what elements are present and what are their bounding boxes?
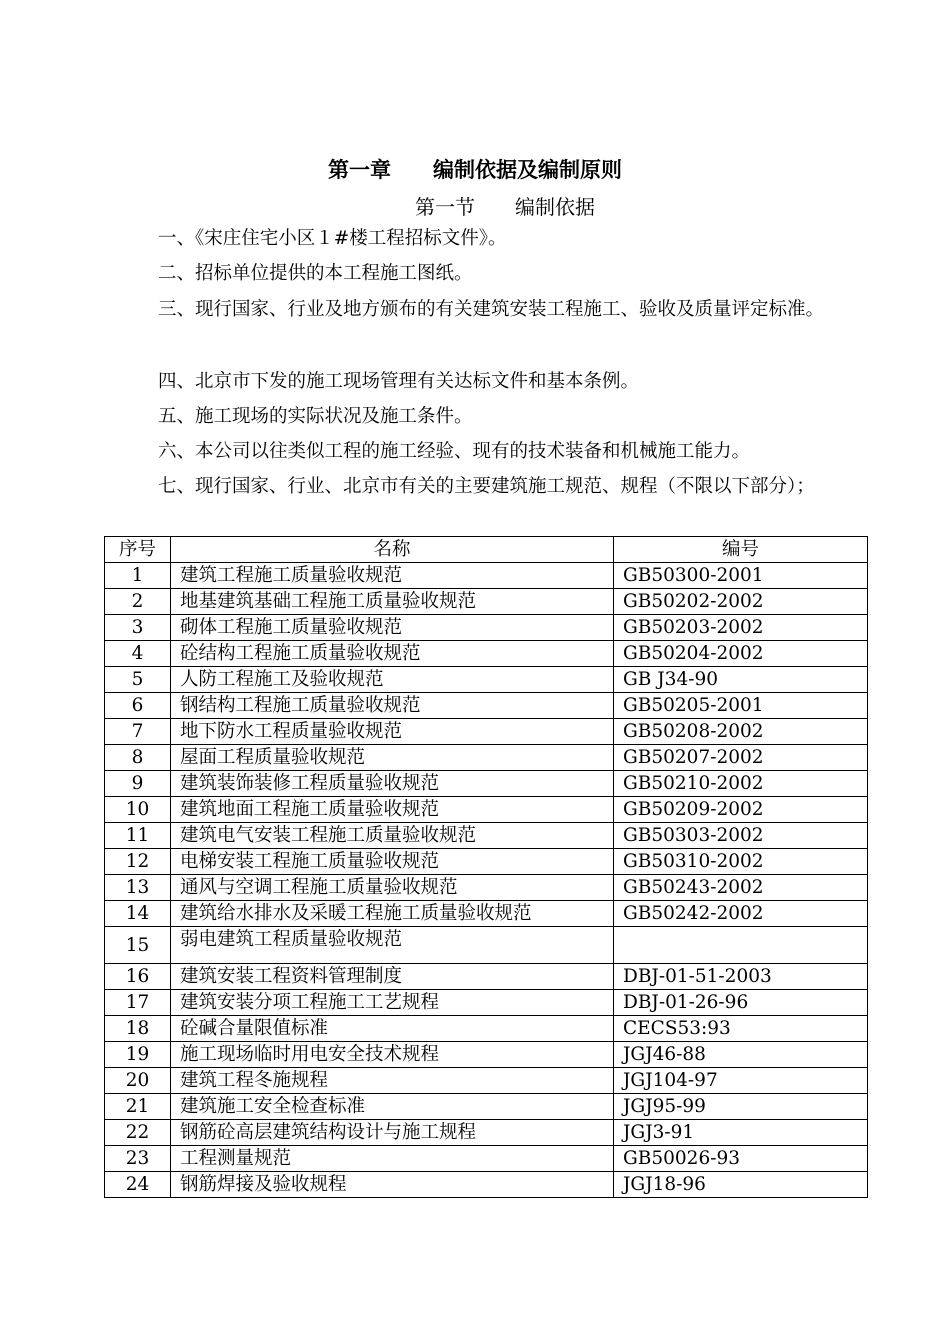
row-code: GB J34-90 bbox=[614, 667, 868, 693]
table-row bbox=[105, 1042, 868, 1068]
row-code: JGJ95-99 bbox=[614, 1094, 868, 1120]
row-code: GB50243-2002 bbox=[614, 875, 868, 901]
row-index: 11 bbox=[105, 823, 171, 849]
table-row bbox=[105, 1094, 868, 1120]
table-row bbox=[105, 823, 868, 849]
row-index: 7 bbox=[105, 719, 171, 745]
table-row bbox=[105, 641, 868, 667]
row-name: 砼碱合量限值标准 bbox=[171, 1016, 614, 1042]
row-name: 地下防水工程质量验收规范 bbox=[171, 719, 614, 745]
row-index: 22 bbox=[105, 1120, 171, 1146]
row-index: 10 bbox=[105, 797, 171, 823]
row-index: 5 bbox=[105, 667, 171, 693]
header-name: 名称 bbox=[171, 537, 614, 563]
row-index: 23 bbox=[105, 1146, 171, 1172]
row-name: 建筑施工安全检查标准 bbox=[171, 1094, 614, 1120]
row-code: DBJ-01-51-2003 bbox=[614, 964, 868, 990]
table-header-row bbox=[105, 537, 868, 563]
row-name: 钢结构工程施工质量验收规范 bbox=[171, 693, 614, 719]
table-row bbox=[105, 693, 868, 719]
row-name: 钢筋焊接及验收规程 bbox=[171, 1172, 614, 1198]
table-row bbox=[105, 875, 868, 901]
row-code: JGJ46-88 bbox=[614, 1042, 868, 1068]
table-row bbox=[105, 615, 868, 641]
chapter-title: 第一章 编制依据及编制原则 bbox=[328, 158, 622, 182]
row-index: 12 bbox=[105, 849, 171, 875]
row-code: JGJ18-96 bbox=[614, 1172, 868, 1198]
row-name: 弱电建筑工程质量验收规范 bbox=[171, 927, 614, 964]
row-code: GB50207-2002 bbox=[614, 745, 868, 771]
row-name: 屋面工程质量验收规范 bbox=[171, 745, 614, 771]
row-index: 13 bbox=[105, 875, 171, 901]
row-name: 建筑工程施工质量验收规范 bbox=[171, 563, 614, 589]
row-index: 16 bbox=[105, 964, 171, 990]
row-code: JGJ104-97 bbox=[614, 1068, 868, 1094]
table-row bbox=[105, 771, 868, 797]
table-row bbox=[105, 927, 868, 964]
row-name: 砌体工程施工质量验收规范 bbox=[171, 615, 614, 641]
row-index: 20 bbox=[105, 1068, 171, 1094]
row-index: 19 bbox=[105, 1042, 171, 1068]
row-code bbox=[614, 927, 868, 964]
row-code: GB50210-2002 bbox=[614, 771, 868, 797]
table-row bbox=[105, 990, 868, 1016]
row-code: GB50300-2001 bbox=[614, 563, 868, 589]
table-row bbox=[105, 1172, 868, 1198]
table-row bbox=[105, 964, 868, 990]
row-index: 2 bbox=[105, 589, 171, 615]
table-row bbox=[105, 901, 868, 927]
standards-table bbox=[104, 536, 868, 1198]
row-name: 工程测量规范 bbox=[171, 1146, 614, 1172]
row-name: 建筑电气安装工程施工质量验收规范 bbox=[171, 823, 614, 849]
row-name: 砼结构工程施工质量验收规范 bbox=[171, 641, 614, 667]
row-code: GB50205-2001 bbox=[614, 693, 868, 719]
paragraph-1: 一、《宋庄住宅小区１#楼工程招标文件》。 bbox=[158, 228, 507, 249]
row-code: DBJ-01-26-96 bbox=[614, 990, 868, 1016]
paragraph-6: 六、本公司以往类似工程的施工经验、现有的技术装备和机械施工能力。 bbox=[158, 441, 751, 462]
table-row bbox=[105, 589, 868, 615]
row-code: CECS53:93 bbox=[614, 1016, 868, 1042]
row-name: 地基建筑基础工程施工质量验收规范 bbox=[171, 589, 614, 615]
table-row bbox=[105, 1120, 868, 1146]
table-row bbox=[105, 1068, 868, 1094]
table-row bbox=[105, 1016, 868, 1042]
table-row bbox=[105, 745, 868, 771]
paragraph-7: 七、现行国家、行业、北京市有关的主要建筑施工规范、规程（不限以下部分）； bbox=[158, 476, 815, 497]
table-row bbox=[105, 667, 868, 693]
row-code: GB50303-2002 bbox=[614, 823, 868, 849]
row-index: 17 bbox=[105, 990, 171, 1016]
row-name: 建筑装饰装修工程质量验收规范 bbox=[171, 771, 614, 797]
row-name: 钢筋砼高层建筑结构设计与施工规程 bbox=[171, 1120, 614, 1146]
row-name: 建筑地面工程施工质量验收规范 bbox=[171, 797, 614, 823]
row-code: JGJ3-91 bbox=[614, 1120, 868, 1146]
row-code: GB50209-2002 bbox=[614, 797, 868, 823]
table-row bbox=[105, 849, 868, 875]
table-row bbox=[105, 1146, 868, 1172]
paragraph-3: 三、现行国家、行业及地方颁布的有关建筑安装工程施工、验收及质量评定标准。 bbox=[158, 299, 825, 320]
paragraph-4: 四、北京市下发的施工现场管理有关达标文件和基本条例。 bbox=[158, 371, 640, 392]
row-name: 建筑安装分项工程施工工艺规程 bbox=[171, 990, 614, 1016]
row-index: 21 bbox=[105, 1094, 171, 1120]
header-code: 编号 bbox=[614, 537, 868, 563]
row-index: 18 bbox=[105, 1016, 171, 1042]
row-name: 人防工程施工及验收规范 bbox=[171, 667, 614, 693]
row-index: 24 bbox=[105, 1172, 171, 1198]
row-index: 15 bbox=[105, 927, 171, 964]
row-index: 6 bbox=[105, 693, 171, 719]
section-title: 第一节 编制依据 bbox=[415, 195, 595, 219]
row-name: 建筑安装工程资料管理制度 bbox=[171, 964, 614, 990]
row-index: 8 bbox=[105, 745, 171, 771]
header-index: 序号 bbox=[105, 537, 171, 563]
row-code: GB50204-2002 bbox=[614, 641, 868, 667]
table-row bbox=[105, 719, 868, 745]
row-code: GB50203-2002 bbox=[614, 615, 868, 641]
row-index: 3 bbox=[105, 615, 171, 641]
paragraph-2: 二、招标单位提供的本工程施工图纸。 bbox=[158, 263, 473, 284]
paragraph-5: 五、施工现场的实际状况及施工条件。 bbox=[158, 406, 473, 427]
row-code: GB50026-93 bbox=[614, 1146, 868, 1172]
row-name: 电梯安装工程施工质量验收规范 bbox=[171, 849, 614, 875]
table-row bbox=[105, 797, 868, 823]
row-index: 4 bbox=[105, 641, 171, 667]
row-name: 建筑工程冬施规程 bbox=[171, 1068, 614, 1094]
row-code: GB50310-2002 bbox=[614, 849, 868, 875]
row-index: 1 bbox=[105, 563, 171, 589]
row-name: 建筑给水排水及采暖工程施工质量验收规范 bbox=[171, 901, 614, 927]
row-code: GB50202-2002 bbox=[614, 589, 868, 615]
row-code: GB50242-2002 bbox=[614, 901, 868, 927]
table-row bbox=[105, 563, 868, 589]
row-name: 通风与空调工程施工质量验收规范 bbox=[171, 875, 614, 901]
row-code: GB50208-2002 bbox=[614, 719, 868, 745]
row-index: 9 bbox=[105, 771, 171, 797]
row-name: 施工现场临时用电安全技术规程 bbox=[171, 1042, 614, 1068]
row-index: 14 bbox=[105, 901, 171, 927]
